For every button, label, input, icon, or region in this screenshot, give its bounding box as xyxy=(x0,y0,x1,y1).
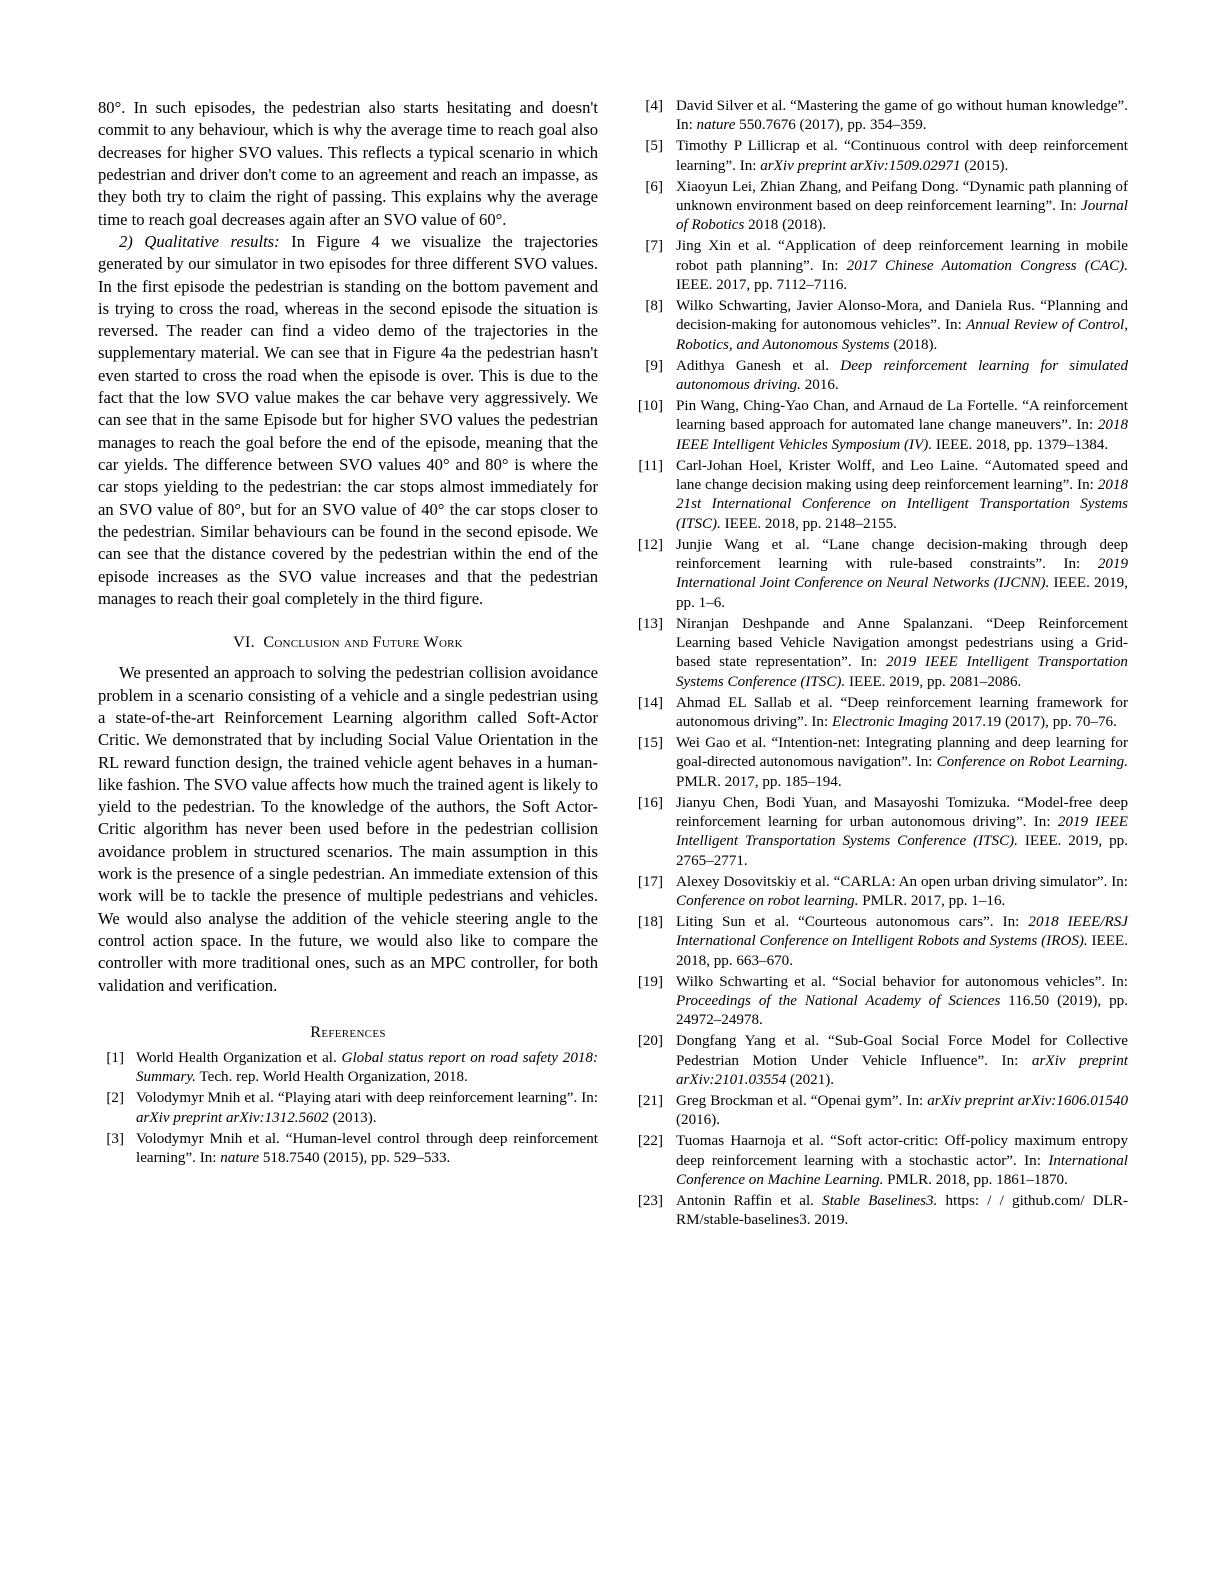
reference-segment-italic: arXiv preprint arXiv:2101.03554 xyxy=(676,1052,1128,1089)
qualitative-results-body: In Figure 4 we visualize the trajectories generated by our simulator in two episodes for three different SVO values. In the first episode the pedestrian is standing on the bottom pavement and is trying to cross the road, whereas in the second episode the situation is reversed. The reader can find a video demo of the trajectories in the supplementary material. We can see that in Figure 4a the pedestrian hasn't even started to cross the road when the episode is over. This is due to the fact that the low SVO value makes the car behave very aggressively. We can see that in the same Episode but for higher SVO values the pedestrian manages to reach the goal before the end of the episode, meaning that the car yields. The difference between SVO values 40° and 80° is where the car stops yielding to the pedestrian: the car stops almost immediately for an SVO value of 80°, but for an SVO value of 40° the car stops closer to the pedestrian. Similar behaviours can be found in the second episode. We can see that the distance covered by the pedestrian within the end of the episode increases as the SVO value increases and that the pedestrian manages to reach their goal completely in the third figure. xyxy=(98,231,598,608)
reference-text xyxy=(676,178,1128,236)
reference-segment-italic: 2018 IEEE Intelligent Vehicles Symposium (IV). xyxy=(676,417,1128,453)
reference-segment-italic: 2019 International Joint Conference on Neural Networks (IJCNN). xyxy=(676,555,1128,592)
reference-segment-italic: Conference on Robot Learning. xyxy=(936,754,1128,771)
reference-segment: 2017.19 (2017), pp. 70–76. xyxy=(948,714,1117,731)
reference-text xyxy=(676,536,1128,614)
reference-text xyxy=(676,734,1128,792)
reference-text xyxy=(676,1132,1128,1190)
reference-segment: IEEE. 2018, pp. 663–670. xyxy=(676,933,1128,969)
reference-number: [20] xyxy=(637,1033,663,1050)
reference-segment: Tuomas Haarnoja et al. “Soft actor-critic: Off-policy maximum entropy deep reinforcement learning with a stochastic actor”. In: xyxy=(676,1133,1128,1169)
reference-number: [1] xyxy=(106,1049,124,1066)
reference-item xyxy=(628,913,1128,971)
reference-number: [13] xyxy=(637,615,663,632)
reference-segment-italic: Stable Baselines3. xyxy=(822,1192,938,1209)
reference-segment: PMLR. 2017, pp. 185–194. xyxy=(676,773,842,790)
reference-item xyxy=(628,237,1128,295)
reference-item xyxy=(628,1092,1128,1131)
reference-segment: (2013). xyxy=(328,1109,377,1126)
reference-segment: (2021). xyxy=(786,1072,835,1089)
reference-item xyxy=(98,1049,598,1088)
reference-item xyxy=(628,794,1128,872)
reference-number: [17] xyxy=(637,873,663,890)
reference-segment-italic: 2018 IEEE/RSJ International Conference on Intelligent Robots and Systems (IROS). xyxy=(676,914,1129,950)
reference-text xyxy=(676,97,1128,136)
reference-item xyxy=(628,137,1128,176)
reference-number: [3] xyxy=(106,1130,124,1147)
reference-number: [23] xyxy=(637,1192,663,1209)
reference-number: [6] xyxy=(645,178,663,195)
reference-number: [16] xyxy=(637,794,663,811)
reference-text xyxy=(136,1049,598,1088)
reference-text xyxy=(676,1192,1128,1231)
right-column xyxy=(628,97,1128,1524)
reference-item xyxy=(628,536,1128,614)
reference-segment: Carl-Johan Hoel, Krister Wolff, and Leo Laine. “Automated speed and lane change decision making using deep reinforcement learning”. In: xyxy=(676,457,1128,493)
reference-segment: IEEE. 2019, pp. 2081–2086. xyxy=(845,673,1022,690)
reference-segment-italic: nature xyxy=(696,117,736,134)
reference-text xyxy=(676,397,1128,455)
reference-segment: IEEE. 2018, pp. 1379–1384. xyxy=(932,436,1109,453)
section-number: VI. xyxy=(233,633,255,652)
reference-segment: Ahmad EL Sallab et al. “Deep reinforcement learning framework for autonomous driving”. In: xyxy=(676,694,1128,731)
references-heading: References xyxy=(310,1022,386,1041)
reference-segment: PMLR. 2017, pp. 1–16. xyxy=(858,893,1006,910)
reference-item xyxy=(628,694,1128,733)
reference-segment-italic: Conference on robot learning. xyxy=(676,893,859,910)
reference-text xyxy=(676,457,1128,535)
reference-segment: Wilko Schwarting, Javier Alonso-Mora, and Daniela Rus. “Planning and decision-making for autonomous vehicles”. In: xyxy=(676,297,1128,334)
reference-item xyxy=(628,873,1128,912)
reference-segment-italic: Electronic Imaging xyxy=(831,714,949,731)
reference-number: [15] xyxy=(637,735,663,751)
reference-number: [5] xyxy=(645,138,663,155)
reference-text xyxy=(676,357,1128,396)
reference-number: [10] xyxy=(637,397,663,414)
reference-item xyxy=(628,615,1128,693)
reference-item xyxy=(628,457,1128,535)
reference-segment: (2016). xyxy=(676,1112,721,1129)
reference-number: [18] xyxy=(637,914,663,931)
reference-segment: Xiaoyun Lei, Zhian Zhang, and Peifang Dong. “Dynamic path planning of unknown environment based on deep reinforcement learning”. In: xyxy=(676,178,1128,214)
reference-segment: Liting Sun et al. “Courteous autonomous cars”. In: xyxy=(676,914,1029,931)
reference-segment: https: / / github.com/ DLR-RM/stable-baselines3. 2019. xyxy=(676,1192,1129,1229)
reference-segment: Wilko Schwarting et al. “Social behavior for autonomous vehicles”. In: xyxy=(676,973,1128,990)
reference-segment: IEEE. 2017, pp. 7112–7116. xyxy=(676,277,848,294)
reference-segment: (2018). xyxy=(889,336,938,353)
reference-segment: Antonin Raffin et al. xyxy=(676,1192,823,1209)
section-title: Conclusion and Future Work xyxy=(263,633,463,652)
reference-segment-italic: 2017 Chinese Automation Congress (CAC). xyxy=(846,257,1128,274)
reference-segment: Wei Gao et al. “Intention-net: Integrating planning and deep learning for goal-directed autonomous navigation”. In: xyxy=(676,735,1128,771)
reference-segment-italic: arXiv preprint arXiv:1606.01540 xyxy=(927,1093,1128,1110)
reference-text xyxy=(676,1092,1128,1131)
reference-number: [7] xyxy=(645,238,663,255)
section-heading-conclusion xyxy=(98,632,598,653)
reference-text xyxy=(676,615,1128,693)
reference-segment: Tech. rep. World Health Organization, 2018. xyxy=(195,1069,468,1086)
left-column xyxy=(98,97,598,1524)
paragraph-conclusion: We presented an approach to solving the pedestrian collision avoidance problem in a scenario consisting of a vehicle and a single pedestrian using a state-of-the-art Reinforcement Learning algorithm called Soft-Actor Critic. We demonstrated that by including Social Value Orientation in the RL reward function design, the trained vehicle agent behaves in a human-like fashion. The SVO value affects how much the trained agent is likely to yield to the pedestrian. To the knowledge of the authors, the Soft Actor-Critic algorithm has never been used before in the pedestrian collision avoidance problem in structured scenarios. The main assumption in this work is the presence of a single pedestrian. An immediate extension of this work will be to tackle the presence of multiple pedestrians and vehicles. We would also analyse the addition of the vehicle steering angle to the control action space. In the future, we would also like to compare the controller with more traditional ones, such as an MPC controller, for both validation and verification. xyxy=(98,663,598,995)
paragraph-hesitating: 80°. In such episodes, the pedestrian also starts hesitating and doesn't commit to any behaviour, which is why the average time to reach goal also decreases for higher SVO values. This reflects a typical scenario in which pedestrian and driver don't come to an agreement and reach an impasse, as they both try to claim the right of passing. This explains why the average time to reach goal decreases again after an SVO value of 60°. xyxy=(98,98,598,229)
reference-text xyxy=(676,137,1128,176)
reference-segment: Volodymyr Mnih et al. “Playing atari with deep reinforcement learning”. In: xyxy=(136,1090,598,1107)
reference-segment: 518.7540 (2015), pp. 529–533. xyxy=(259,1149,451,1166)
reference-text xyxy=(676,973,1128,1031)
reference-number: [21] xyxy=(637,1093,663,1110)
reference-item xyxy=(628,97,1128,136)
reference-segment: PMLR. 2018, pp. 1861–1870. xyxy=(883,1172,1068,1189)
reference-text xyxy=(676,873,1128,912)
reference-item xyxy=(628,973,1128,1031)
reference-segment-italic: Deep reinforcement learning for simulated autonomous driving. xyxy=(676,357,1128,393)
reference-segment: Jing Xin et al. “Application of deep reinforcement learning in mobile robot path planning”. In: xyxy=(676,238,1128,274)
reference-segment-italic: arXiv preprint arXiv:1509.02971 xyxy=(760,157,961,174)
reference-number: [19] xyxy=(637,973,663,990)
reference-number: [11] xyxy=(638,457,663,474)
paragraph-qualitative-results xyxy=(98,231,598,610)
reference-segment-italic: 2018 21st International Conference on Intelligent Transportation Systems (ITSC). xyxy=(676,476,1128,532)
reference-segment: 2018 (2018). xyxy=(744,217,827,234)
reference-segment: Volodymyr Mnih et al. “Human-level control through deep reinforcement learning”. In: xyxy=(136,1130,598,1166)
reference-text xyxy=(676,237,1128,295)
reference-segment: 2016. xyxy=(800,376,839,393)
reference-segment: Niranjan Deshpande and Anne Spalanzani. “Deep Reinforcement Learning based Vehicle Navigation amongst pedestrians using a Grid-based state representation”. In: xyxy=(676,615,1128,671)
reference-segment: 116.50 (2019), pp. 24972–24978. xyxy=(676,993,1128,1029)
reference-segment: Greg Brockman et al. “Openai gym”. In: xyxy=(676,1093,928,1110)
reference-item xyxy=(628,1032,1128,1090)
reference-text xyxy=(676,694,1128,733)
reference-segment: Jianyu Chen, Bodi Yuan, and Masayoshi Tomizuka. “Model-free deep reinforcement learning for urban autonomous driving”. In: xyxy=(676,794,1128,831)
reference-segment-italic: arXiv preprint arXiv:1312.5602 xyxy=(136,1109,329,1126)
reference-segment: Alexey Dosovitskiy et al. “CARLA: An open urban driving simulator”. In: xyxy=(676,873,1128,890)
reference-item xyxy=(98,1130,598,1169)
reference-item xyxy=(98,1089,598,1128)
reference-segment-italic: nature xyxy=(220,1149,260,1166)
reference-text xyxy=(676,794,1128,872)
reference-text xyxy=(676,913,1128,971)
reference-segment: Timothy P Lillicrap et al. “Continuous control with deep reinforcement learning”. In: xyxy=(676,138,1128,174)
two-column-layout xyxy=(98,97,1128,1524)
reference-segment: Junjie Wang et al. “Lane change decision-making through deep reinforcement learning with rule-based constraints”. In: xyxy=(676,536,1128,572)
reference-number: [14] xyxy=(637,694,663,711)
reference-segment: 550.7676 (2017), pp. 354–359. xyxy=(735,117,927,134)
reference-text xyxy=(136,1130,598,1169)
reference-item xyxy=(628,357,1128,396)
reference-segment: IEEE. 2019, pp. 1–6. xyxy=(676,575,1128,611)
reference-item xyxy=(628,1192,1128,1231)
reference-segment: (2015). xyxy=(960,157,1009,174)
reference-segment: World Health Organization et al. xyxy=(136,1049,342,1066)
reference-item xyxy=(628,297,1128,355)
reference-segment: IEEE. 2019, pp. 2765–2771. xyxy=(676,833,1128,869)
references-list-right xyxy=(628,97,1128,1231)
references-list-left xyxy=(98,1049,598,1168)
reference-segment: Adithya Ganesh et al. xyxy=(676,357,841,374)
reference-item xyxy=(628,397,1128,455)
reference-segment-italic: International Conference on Machine Learning. xyxy=(676,1152,1128,1189)
reference-text xyxy=(136,1089,598,1128)
reference-segment: Dongfang Yang et al. “Sub-Goal Social Force Model for Collective Pedestrian Motion Under Vehicle Influence”. In: xyxy=(676,1033,1128,1069)
qualitative-results-lead: 2) Qualitative results: xyxy=(119,231,280,251)
reference-segment: IEEE. 2018, pp. 2148–2155. xyxy=(720,515,897,532)
reference-text xyxy=(676,297,1128,355)
reference-segment-italic: Annual Review of Control, Robotics, and Autonomous Systems xyxy=(676,317,1128,353)
reference-item xyxy=(628,734,1128,792)
reference-segment-italic: Journal of Robotics xyxy=(676,197,1128,234)
reference-number: [2] xyxy=(106,1090,124,1107)
reference-segment: David Silver et al. “Mastering the game of go without human knowledge”. In: xyxy=(676,98,1128,134)
reference-number: [12] xyxy=(637,536,663,553)
reference-number: [9] xyxy=(645,357,663,374)
reference-number: [22] xyxy=(637,1133,663,1150)
reference-segment-italic: 2019 IEEE Intelligent Transportation Systems Conference (ITSC). xyxy=(676,654,1128,690)
reference-segment-italic: Global status report on road safety 2018: Summary. xyxy=(136,1049,598,1086)
reference-item xyxy=(628,1132,1128,1190)
reference-segment: Pin Wang, Ching-Yao Chan, and Arnaud de La Fortelle. “A reinforcement learning based approach for automated lane change maneuvers”. In: xyxy=(676,397,1128,434)
reference-segment-italic: 2019 IEEE Intelligent Transportation Systems Conference (ITSC). xyxy=(676,814,1128,850)
reference-segment-italic: Proceedings of the National Academy of Sciences xyxy=(676,993,1001,1010)
reference-text xyxy=(676,1032,1128,1090)
reference-item xyxy=(628,178,1128,236)
reference-number: [8] xyxy=(645,297,663,314)
reference-number: [4] xyxy=(645,98,663,114)
